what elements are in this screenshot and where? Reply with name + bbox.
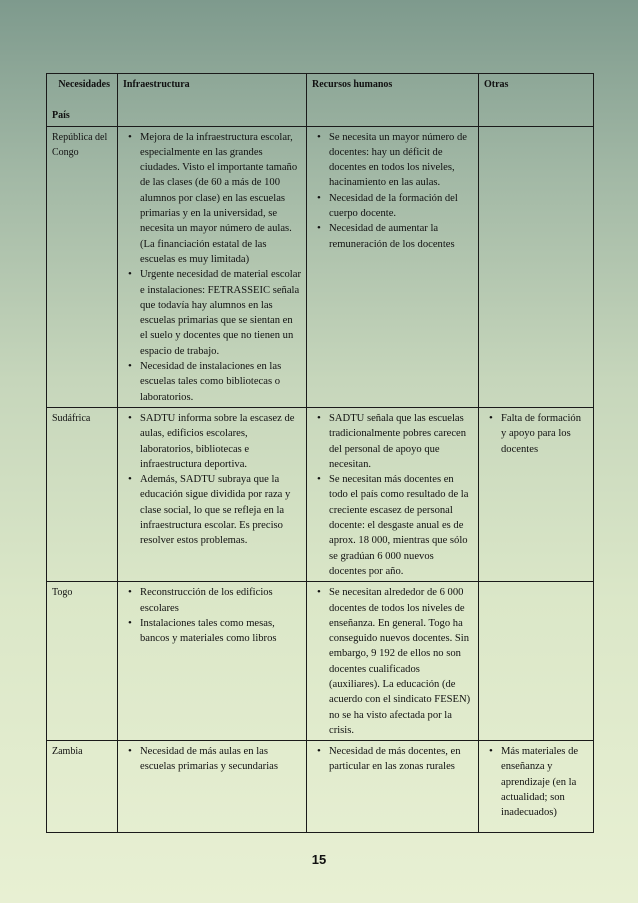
infra-cell [118,582,307,741]
country-cell: Togo [47,582,118,741]
table-row [47,741,594,833]
table-row [47,407,594,581]
list-item: • Necesidad de más docentes, en particular en las zonas rurales [329,744,473,775]
infra-cell [118,126,307,407]
list-item: • SADTU señala que las escuelas tradicionalmente pobres carecen del personal de apoyo que necesitan. [329,411,473,472]
infra-cell [118,407,307,581]
header-necesidades: Necesidades [58,79,110,90]
list-item: • Necesidad de la formación del cuerpo docente. [329,191,473,222]
other-list [484,744,588,820]
hr-list [312,130,473,252]
hr-list [312,411,473,579]
header-otras: Otras [479,74,594,127]
list-item: • Se necesita un mayor número de docentes: hay un déficit de docentes en todos los niveles, hacinamiento en las aulas. [329,130,473,191]
other-cell [479,407,594,581]
corner-header-cell [47,74,118,127]
list-item: • Necesidad de más aulas en las escuelas primarias y secundarias [140,744,301,775]
table-row [47,582,594,741]
list-item: • Necesidad de aumentar la remuneración de los docentes [329,221,473,252]
other-list [484,411,588,457]
header-infraestructura: Infraestructura [118,74,307,127]
hr-list [312,744,473,775]
list-item: • Se necesitan más docentes en todo el país como resultado de la creciente escasez de personal docente: el desgaste anual es de aprox. 18 000, mientras que sólo se gradúan 6 000 nuevos docentes por año. [329,472,473,579]
hr-list [312,585,473,738]
infra-cell [118,741,307,833]
country-cell: República del Congo [47,126,118,407]
list-item: • Instalaciones tales como mesas, bancos y materiales como libros [140,616,301,647]
infra-list [123,585,301,646]
other-cell [479,126,594,407]
list-item: • Además, SADTU subraya que la educación sigue dividida por raza y clase social, lo que se refleja en la infraestructura escolar. Es preciso resolver estos problemas. [140,472,301,548]
header-pais: País [52,110,70,122]
table-header-row [47,74,594,127]
other-cell [479,741,594,833]
needs-table [46,73,594,833]
list-item: • Se necesitan alrededor de 6 000 docentes de todos los niveles de enseñanza. En general. Togo ha conseguido nuevos docentes. Sin embargo, 9 192 de ellos no son docentes cualificados (auxiliares). La educación (de acuerdo con el sindicato FESEN) no se ha visto afectada por la crisis. [329,585,473,738]
hr-cell [307,407,479,581]
hr-cell [307,126,479,407]
infra-list [123,130,301,405]
list-item: • SADTU informa sobre la escasez de aulas, edificios escolares, laboratorios, bibliotecas e infraestructura deportiva. [140,411,301,472]
country-cell: Zambia [47,741,118,833]
list-item: • Urgente necesidad de material escolar e instalaciones: FETRASSEIC señala que todavía hay alumnos en las escuelas primarias que se sientan en el suelo y docentes que no tienen un espacio de trabajo. [140,267,301,359]
country-cell: Sudáfrica [47,407,118,581]
hr-cell [307,582,479,741]
infra-list [123,744,301,775]
list-item: • Más materiales de enseñanza y aprendizaje (en la actualidad; son inadecuados) [501,744,588,820]
page-number: 15 [311,852,327,867]
list-item: • Necesidad de instalaciones en las escuelas tales como bibliotecas o laboratorios. [140,359,301,405]
list-item: • Reconstrucción de los edificios escolares [140,585,301,616]
hr-cell [307,741,479,833]
list-item: • Falta de formación y apoyo para los docentes [501,411,588,457]
list-item: • Mejora de la infraestructura escolar, especialmente en las grandes ciudades. Visto el importante tamaño de las clases (de 60 a más de 100 alumnos por clase) en las escuelas primarias y en la universidad, se necesita un mayor número de aulas. (La financiación estatal de las escuelas es muy limitada) [140,130,301,268]
infra-list [123,411,301,549]
other-cell [479,582,594,741]
table-row [47,126,594,407]
header-recursos-humanos: Recursos humanos [307,74,479,127]
